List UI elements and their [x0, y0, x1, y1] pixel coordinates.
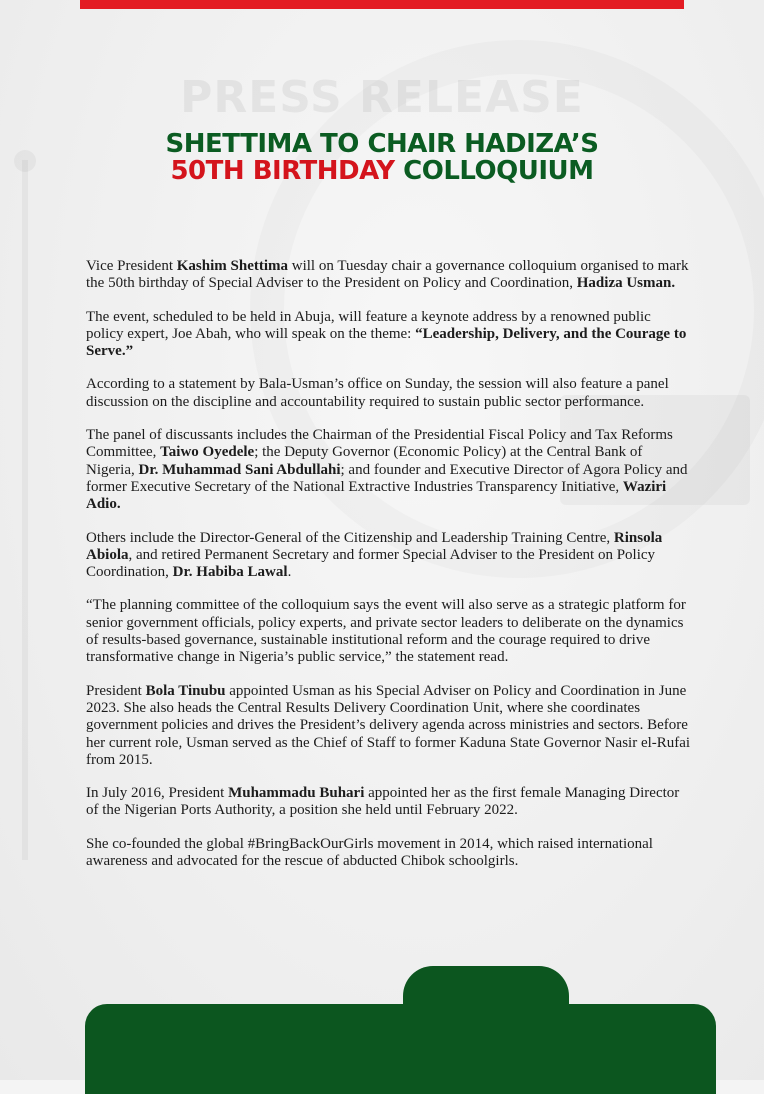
headline-line-1: SHETTIMA TO CHAIR HADIZA’S	[165, 129, 599, 159]
paragraph-2	[86, 309, 692, 361]
theme-quote-bold: “Leadership, Delivery, and the Courage to Serve.”	[86, 325, 687, 360]
press-release-watermark: PRESS RELEASE	[180, 72, 584, 123]
paragraph-7	[86, 683, 692, 769]
person-name-bold: Waziri Adio.	[86, 478, 667, 513]
person-name-bold: Hadiza Usman.	[576, 275, 676, 292]
paragraph-text: ; and founder and Executive Director of Agora Policy and former Executive Secretary of the National Extractive Industries Transparency Initiative,	[86, 461, 688, 495]
paragraph-text: Others include the Director-General of the Citizenship and Leadership Training Centre,	[86, 529, 614, 546]
paragraph-text: Vice President	[86, 258, 177, 274]
article-body	[86, 258, 692, 886]
person-name-bold: Muhammadu Buhari	[228, 785, 365, 802]
paragraph-text: , and retired Permanent Secretary and former Special Adviser to the President on Policy Coordination,	[86, 546, 656, 581]
paragraph-text: .	[287, 564, 292, 581]
top-accent-bar	[80, 0, 684, 9]
paragraph-4	[86, 427, 692, 513]
paragraph-text: In July 2016, President	[86, 785, 229, 802]
footer-panel	[85, 1004, 716, 1094]
paragraph-text: ; the Deputy Governor (Economic Policy) at the Central Bank of Nigeria,	[86, 444, 643, 478]
paragraph-text: President	[86, 682, 146, 699]
paragraph-5	[86, 530, 692, 582]
paragraph-text: “The planning committee of the colloquium says the event will also serve as a strategic platform for senior government officials, policy experts, and private sector leaders to deliberate on the dynamics of results-based governance, sustainable institutional reform and the courage required to drive transformative change in Nigeria’s public service,” the statement read.	[86, 597, 686, 666]
person-name-bold: Taiwo Oyedele	[160, 444, 255, 461]
paragraph-9	[86, 836, 692, 871]
paragraph-text: appointed Usman as his Special Adviser on Policy and Coordination in June 2023. She also heads the Central Results Delivery Coordination Unit, where she coordinates government policies and drives the President’s delivery agenda across ministries and sectors. Before her current role, Usman served as the Chief of Staff to former Kaduna State Governor Nasir el-Rufai from 2015.	[86, 682, 691, 768]
paragraph-8	[86, 785, 692, 820]
person-name-bold: Bola Tinubu	[145, 682, 226, 699]
headline-line-2	[0, 158, 764, 185]
paragraph-text: The panel of discussants includes the Chairman of the Presidential Fiscal Policy and Tax Reforms Committee,	[86, 427, 673, 461]
person-name-bold: Dr. Habiba Lawal	[172, 564, 288, 581]
person-name-bold: Dr. Muhammad Sani Abdullahi	[138, 461, 341, 478]
paragraph-text: She co-founded the global #BringBackOurGirls movement in 2014, which raised international awareness and advocated for the rescue of abducted Chibok schoolgirls.	[86, 835, 653, 870]
background-flag-pole	[22, 160, 28, 860]
person-name-bold: Rinsola Abiola	[86, 529, 663, 563]
headline-line-2-end: COLLOQUIUM	[394, 156, 594, 186]
paragraph-text: According to a statement by Bala-Usman’s office on Sunday, the session will also feature a panel discussion on the discipline and accountability required to sustain public sector performance.	[86, 376, 669, 410]
person-name-bold: Kashim Shettima	[176, 258, 289, 274]
paragraph-1	[86, 258, 692, 293]
headline-highlight: 50TH BIRTHDAY	[170, 156, 395, 186]
paragraph-3	[86, 376, 692, 411]
headline	[0, 131, 764, 185]
paragraph-text: The event, scheduled to be held in Abuja, will feature a keynote address by a renowned public policy expert, Joe Abah, who will speak on the theme:	[86, 308, 651, 342]
paragraph-text: appointed her as the first female Managing Director of the Nigerian Ports Authority, a position she held until February 2022.	[86, 785, 680, 819]
paragraph-text: will on Tuesday chair a governance colloquium organised to mark the 50th birthday of Special Adviser to the President on Policy and Coordination,	[86, 258, 689, 292]
paragraph-6	[86, 597, 692, 666]
